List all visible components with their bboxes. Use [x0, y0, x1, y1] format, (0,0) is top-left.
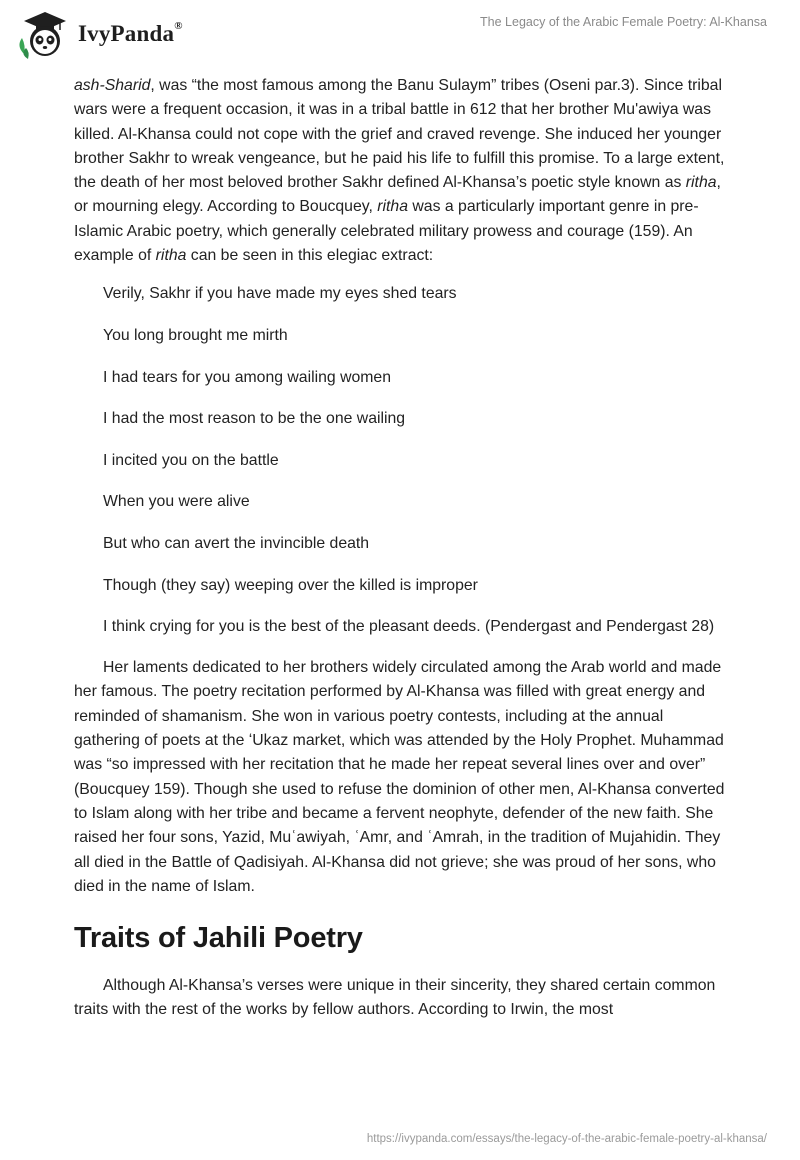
italic-term: ritha — [377, 198, 408, 216]
essay-content — [74, 74, 728, 1023]
paragraph-text: was a particularly important genre in pre-Islamic Arabic poetry, which generally celebrated military prowess and courage (159). An example of — [74, 198, 699, 265]
section-heading: Traits of Jahili Poetry — [74, 922, 363, 955]
poem-extract — [74, 282, 728, 639]
italic-term: ash-Sharid — [74, 77, 151, 94]
verse-line: But who can avert the invincible death — [103, 534, 370, 552]
brand-text: IvyPanda — [78, 21, 175, 46]
verse-line: I had tears for you among wailing women — [103, 368, 392, 386]
paragraph-text: can be seen in this elegiac extract: — [186, 247, 434, 265]
page-header — [0, 0, 800, 70]
verse-line: Verily, Sakhr if you have made my eyes shed tears — [103, 285, 457, 303]
verse-line: I incited you on the battle — [103, 451, 279, 469]
ivypanda-logo-icon[interactable] — [14, 8, 76, 60]
brand-name[interactable] — [78, 21, 183, 47]
paragraph-3: Although Al-Khansa’s verses were unique in their sincerity, they shared certain common traits with the rest of the works by fellow authors. According to Irwin, the most — [74, 977, 716, 1019]
paragraph-1 — [74, 74, 728, 268]
paragraph-2: Her laments dedicated to her brothers widely circulated among the Arab world and made her famous. The poetry recitation performed by Al-Khansa was filled with great energy and reminded of shamanism. She won in various poetry contests, including at the annual gathering of poets at the ʻUkaz market, which was attended by the Holy Prophet. Muhammad was “so impressed with her recitation that he made her repeat several lines over and over” (Boucquey 159). Though she used to refuse the dominion of other men, Al-Khansa converted to Islam along with her tribe and became a fervent neophyte, defender of the new faith. She raised her four sons, Yazid, Muʿawiyah, ʿAmr, and ʿAmrah, in the tradition of Mujahidin. They all died in the Battle of Qadisiyah. Al-Khansa did not grieve; she was proud of her sons, who died in the name of Islam. — [74, 659, 725, 895]
source-url[interactable]: https://ivypanda.com/essays/the-legacy-of-the-arabic-female-poetry-al-khansa/ — [366, 1133, 767, 1145]
italic-term: ritha — [685, 174, 717, 192]
italic-term: ritha — [155, 247, 187, 265]
verse-line: You long brought me mirth — [103, 326, 288, 344]
verse-line: When you were alive — [103, 493, 250, 511]
registered-mark: ® — [174, 20, 183, 33]
verse-line-citation: I think crying for you is the best of the pleasant deeds. (Pendergast and Pendergast 28) — [103, 618, 715, 636]
verse-line: I had the most reason to be the one wailing — [103, 410, 406, 428]
paragraph-text: , was “the most famous among the Banu Sulaym” tribes (Oseni par.3). Since tribal wars were a frequent occasion, it was in a tribal battle in 612 that her brother Mu'awiya was killed. Al-Khansa could not cope with the grief and craved revenge. She induced her younger brother Sakhr to wreak vengeance, but he paid his life to fulfill this promise. To a large extent, the death of her most beloved brother Sakhr defined Al-Khansa’s poetic style known as — [74, 77, 725, 192]
paragraph-text: , or mourning elegy. According to Boucquey, — [74, 174, 721, 216]
document-title: The Legacy of the Arabic Female Poetry: Al-Khansa — [480, 15, 767, 29]
verse-line: Though (they say) weeping over the killed is improper — [103, 576, 478, 594]
